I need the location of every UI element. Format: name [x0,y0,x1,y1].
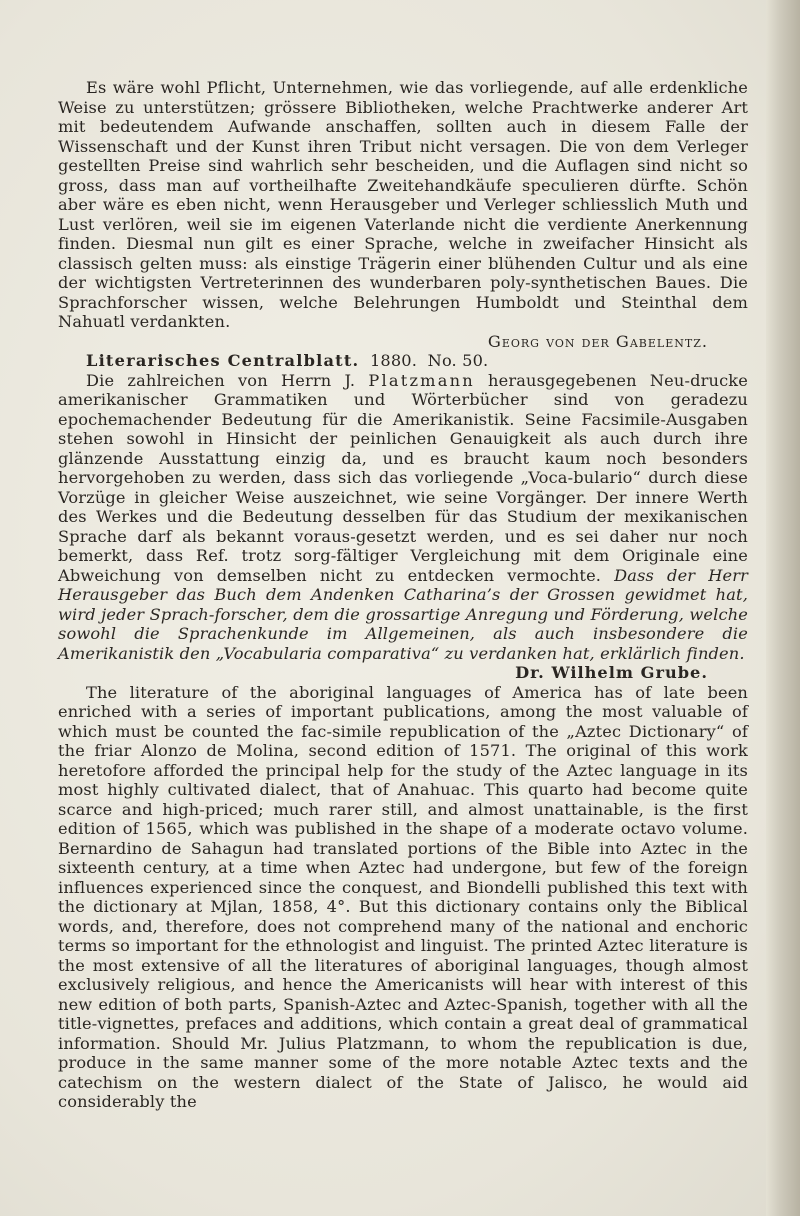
review-2-text: herausgegebenen Neu-drucke amerikanischer Grammatiken und Wörterbücher sind von geradezu epochemachender Bedeutung für die Amerikanistik. Seine Facsimile-Ausgaben stehen sowohl in Hinsicht der peinlichen Genauigkeit als auch durch ihre glänzende Ausstattung einzig da, und es braucht kaum noch besonders hervorgehoben zu werden, dass sich das vorliegende „Voca-bulario“ durch diese Vorzüge in gleicher Weise auszeichnet, wie seine Vorgänger. Der innere Werth des Werkes und die Bedeutung desselben für das Studium der mexikanischen Sprache darf als bekannt voraus-gesetzt werden, und es sei daher nur noch bemerkt, dass Ref. trotz sorg-fältiger Vergleichung mit dem Originale eine Abweichung von demselben nicht zu entdecken vermochte. [58,370,748,585]
citation-year: 1880. [369,351,418,370]
page-text [58,78,748,1112]
review-2-lead: Die zahlreichen von Herrn J. [86,370,356,390]
citation-number: No. 50. [427,351,489,370]
review-2-italic: Dass der Herr Herausgeber das Buch dem Andenken Catharina’s der Grossen gewidmet hat, wird jeder Sprach-forscher, dem die grossartige Anregung und Förderung, welche sowohl die Sprachenkunde im Allgemeinen, als auch insbesondere die Amerikanistik den „Vocabularia comparativa“ zu verdanken hat, erklärlich finden. [58,565,749,663]
review-3-body: The literature of the aboriginal languages of America has of late been enriched with a series of important publications, among the most valuable of which must be counted the fac-simile republication of the „Aztec Dictionary“ of the friar Alonzo de Molina, second edition of 1571. The original of this work heretofore afforded the principal help for the study of the Aztec language in its most highly cultivated dialect, that of Anahuac. This quarto had become quite scarce and high-priced; much rarer still, and almost unattainable, is the first edition of 1565, which was published in the shape of a moderate octavo volume. Bernardino de Sahagun had translated portions of the Bible into Aztec in the sixteenth century, at a time when Aztec had undergone, but few of the foreign influences experienced since the conquest, and Biondelli published this text with the dictionary at Mjlan, 1858, 4°. But this dictionary contains only the Biblical words, and, therefore, does not comprehend many of the national and enchoric terms so important for the ethnologist and linguist. The printed Aztec literature is the most extensive of all the literatures of aboriginal languages, though almost exclusively religious, and hence the Americanists will hear with interest of this new edition of both parts, Spanish-Aztec and Aztec-Spanish, together with all the title-vignettes, prefaces and additions, which contain a great deal of grammatical information. Should Mr. Julius Platzmann, to whom the republication is due, produce in the same manner some of the more notable Aztec texts and the catechism on the western dialect of the State of Jalisco, he would aid considerably the [58,682,748,1111]
review-1-signature: Georg von der Gabelentz. [487,331,708,351]
book-spine-shadow [766,0,800,1216]
review-1-body: Es wäre wohl Pflicht, Unternehmen, wie das vorliegende, auf alle erdenkliche Weise zu unterstützen; grössere Bibliotheken, welche Prachtwerke anderer Art mit bedeutendem Aufwande anschaffen, sollten auch in diesem Falle der Wissenschaft und der Kunst ihren Tribut nicht versagen. Die von dem Verleger gestellten Preise sind wahrlich sehr bescheiden, und die Auflagen sind nicht so gross, dass man auf vortheilhafte Zweitehandkäufe speculieren dürfte. Schön aber wäre es eben nicht, wenn Herausgeber und Verleger schliesslich Muth und Lust verlören, weil sie im eigenen Vaterlande nicht die verdiente Anerkennung finden. Diesmal nun gilt es einer Sprache, welche in zweifacher Hinsicht als classisch gelten muss: als einstige Trägerin einer blühenden Cultur und als eine der wichtigsten Vertreterinnen des wunderbaren poly-synthetischen Baues. Die Sprachforscher wissen, welche Belehrungen Humboldt und Steinthal dem Nahuatl verdankten. [58,78,748,331]
citation-source: Literarisches Centralblatt. [86,351,360,370]
review-2-body [58,371,748,664]
review-2-signature: Dr. Wilhelm Grube. [515,663,708,682]
citation-line [58,351,748,371]
review-2-name: Platzmann [368,370,475,390]
